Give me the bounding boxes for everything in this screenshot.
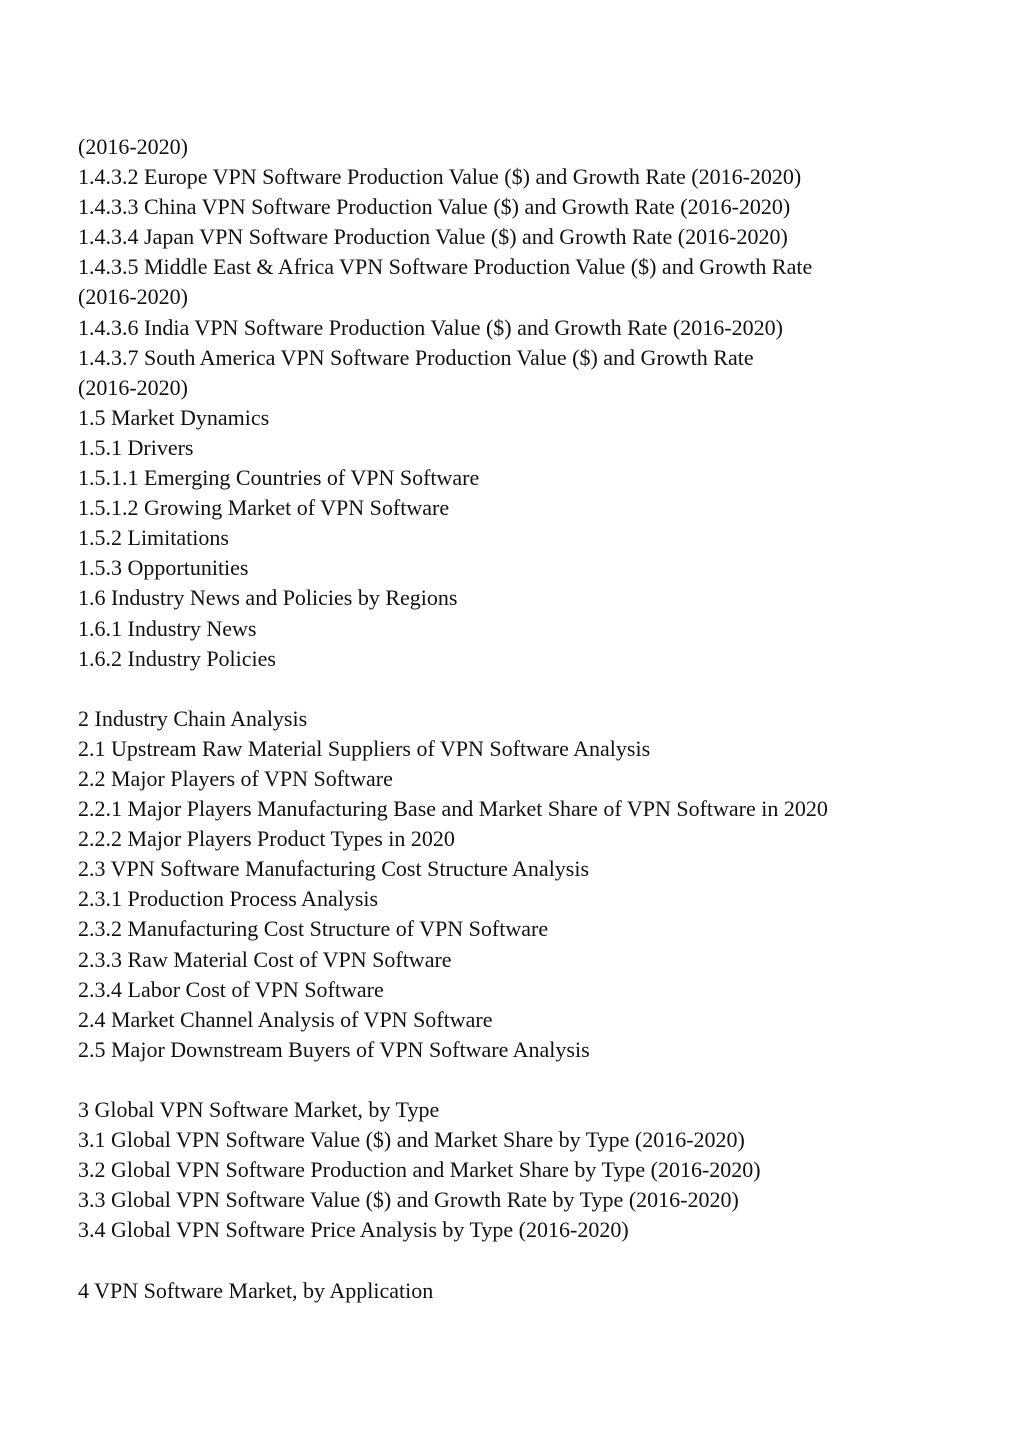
toc-line: 1.5.1.1 Emerging Countries of VPN Software [78,465,480,491]
toc-line: 1.6.2 Industry Policies [78,645,276,671]
toc-line: 1.6.1 Industry News [78,615,257,641]
toc-line: 1.4.3.7 South America VPN Software Production Value ($) and Growth Rate [78,344,754,370]
toc-line: 1.5 Market Dynamics [78,404,270,430]
blank-line [78,1065,978,1095]
toc-line: 2.1 Upstream Raw Material Suppliers of VPN Software Analysis [78,735,651,761]
toc-line: 1.5.1 Drivers [78,434,194,460]
toc-line: 2.2.2 Major Players Product Types in 2020 [78,826,455,852]
toc-line: 2.3.3 Raw Material Cost of VPN Software [78,946,452,972]
toc-line: 2.4 Market Channel Analysis of VPN Software [78,1006,493,1032]
toc-line: (2016-2020) [78,284,188,310]
toc-line: 3.3 Global VPN Software Value ($) and Growth Rate by Type (2016-2020) [78,1187,739,1213]
toc-line: 3.1 Global VPN Software Value ($) and Market Share by Type (2016-2020) [78,1127,745,1153]
toc-line: 3.2 Global VPN Software Production and Market Share by Type (2016-2020) [78,1157,761,1183]
toc-line: 2.3.4 Labor Cost of VPN Software [78,976,384,1002]
blank-line [78,1245,978,1275]
toc-line: 1.5.2 Limitations [78,525,229,551]
toc-line: 2.3 VPN Software Manufacturing Cost Structure Analysis [78,856,590,882]
toc-line: 2.2 Major Players of VPN Software [78,765,393,791]
blank-line [78,674,978,704]
toc-line: 1.4.3.6 India VPN Software Production Value ($) and Growth Rate (2016-2020) [78,314,783,340]
toc-line: (2016-2020) [78,374,188,400]
toc-line: 3.4 Global VPN Software Price Analysis by Type (2016-2020) [78,1217,629,1243]
section-heading: 4 VPN Software Market, by Application [78,1277,434,1303]
document-page [78,132,978,1306]
toc-line: 1.4.3.2 Europe VPN Software Production Value ($) and Growth Rate (2016-2020) [78,164,802,190]
toc-line: 2.3.2 Manufacturing Cost Structure of VPN Software [78,916,549,942]
section-heading: 3 Global VPN Software Market, by Type [78,1097,440,1122]
toc-line: 1.4.3.5 Middle East & Africa VPN Software Production Value ($) and Growth Rate [78,254,813,280]
toc-line: 2.5 Major Downstream Buyers of VPN Software Analysis [78,1036,590,1062]
toc-line: 1.6 Industry News and Policies by Regions [78,585,458,611]
toc-line: 1.5.3 Opportunities [78,555,249,581]
toc-line: 1.5.1.2 Growing Market of VPN Software [78,495,450,521]
toc-line: 2.3.1 Production Process Analysis [78,886,379,912]
section-heading: 2 Industry Chain Analysis [78,705,308,731]
toc-line: 2.2.1 Major Players Manufacturing Base and Market Share of VPN Software in 2020 [78,796,828,822]
toc-line: 1.4.3.4 Japan VPN Software Production Value ($) and Growth Rate (2016-2020) [78,224,788,250]
toc-line: (2016-2020) [78,134,188,159]
toc-line: 1.4.3.3 China VPN Software Production Value ($) and Growth Rate (2016-2020) [78,194,791,220]
